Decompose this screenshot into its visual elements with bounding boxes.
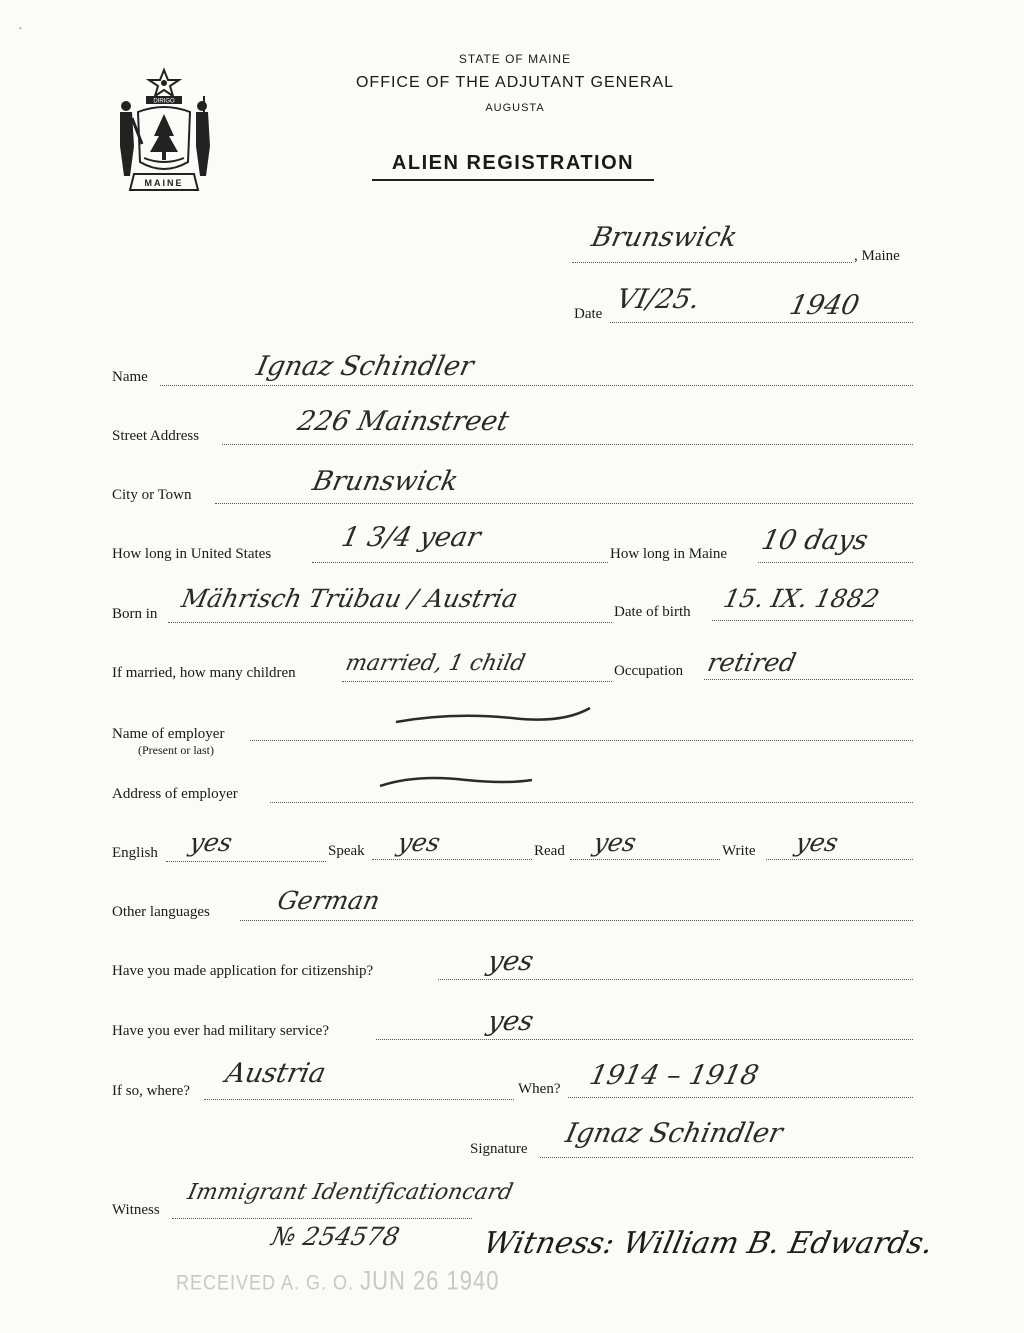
maine-label: , Maine	[854, 248, 900, 264]
state-seal-icon	[112, 66, 216, 194]
header-office: OFFICE OF THE ADJUTANT GENERAL	[355, 74, 675, 91]
read-value: yes	[590, 828, 639, 857]
military-value: yes	[484, 1006, 537, 1037]
witness-extra: Witness: William B. Edwards.	[480, 1226, 937, 1261]
signature-label: Signature	[470, 1141, 528, 1157]
where-label: If so, where?	[112, 1083, 190, 1099]
dob-label: Date of birth	[614, 604, 691, 620]
born-in-value: Mährisch Trübau / Austria	[178, 584, 521, 613]
city-line	[215, 503, 913, 504]
employer-label: Name of employer	[112, 726, 225, 742]
read-label: Read	[534, 843, 565, 859]
name-label: Name	[112, 369, 148, 385]
form-title: ALIEN REGISTRATION	[372, 152, 654, 181]
when-line	[568, 1097, 913, 1098]
children-line	[342, 681, 612, 682]
town-value: Brunswick	[588, 222, 740, 253]
english-label: English	[112, 845, 158, 861]
occupation-line	[704, 679, 913, 680]
citizenship-line	[438, 979, 913, 980]
employer-address-line	[270, 802, 913, 803]
us-duration-label: How long in United States	[112, 546, 272, 562]
stamp-date: JUN 26 1940	[360, 1265, 500, 1296]
name-value: Ignaz Schindler	[253, 351, 477, 382]
write-line	[766, 859, 913, 860]
employer-address-dash	[376, 770, 536, 792]
other-languages-value: German	[274, 886, 383, 915]
svg-text:DIRIGO: DIRIGO	[153, 98, 175, 105]
write-label: Write	[722, 843, 756, 859]
occupation-label: Occupation	[614, 663, 684, 679]
maine-duration-label: How long in Maine	[610, 546, 728, 562]
city-value: Brunswick	[309, 466, 461, 497]
town-line	[572, 262, 852, 263]
date-year: 1940	[786, 290, 863, 321]
employer-dash	[392, 704, 596, 730]
svg-text:MAINE: MAINE	[144, 178, 184, 188]
signature-value: Ignaz Schindler	[562, 1118, 786, 1149]
dob-value: 15. IX. 1882	[720, 584, 882, 613]
speak-label: Speak	[328, 843, 365, 859]
other-languages-label: Other languages	[112, 904, 210, 920]
street-value: 226 Mainstreet	[294, 406, 512, 437]
date-line	[610, 322, 913, 323]
employer-line	[250, 740, 913, 741]
where-line	[204, 1099, 514, 1100]
english-value: yes	[186, 828, 235, 857]
speak-line	[372, 859, 532, 860]
employer-address-label: Address of employer	[112, 786, 238, 802]
dob-line	[712, 620, 913, 621]
stamp-text: RECEIVED A. G. O.	[176, 1270, 355, 1295]
corner-mark: ·	[18, 22, 23, 37]
city-label: City or Town	[112, 487, 192, 503]
where-value: Austria	[222, 1058, 329, 1089]
children-value: married, 1 child	[343, 651, 528, 676]
speak-value: yes	[394, 828, 443, 857]
employer-note: (Present or last)	[138, 743, 214, 757]
citizenship-value: yes	[484, 946, 537, 977]
born-in-label: Born in	[112, 606, 158, 622]
citizenship-label: Have you made application for citizenship?	[112, 963, 374, 979]
header-state: STATE OF MAINE	[458, 52, 572, 66]
military-label: Have you ever had military service?	[112, 1023, 329, 1039]
signature-line	[540, 1157, 913, 1158]
header-city: AUGUSTA	[485, 102, 545, 114]
street-line	[222, 444, 913, 445]
received-stamp	[176, 1265, 499, 1296]
date-month-day: VI/25.	[613, 284, 703, 315]
witness-line	[172, 1218, 472, 1219]
maine-duration-value: 10 days	[758, 525, 871, 556]
born-in-line	[168, 622, 612, 623]
occupation-value: retired	[704, 648, 799, 677]
us-duration-line	[312, 562, 608, 563]
when-label: When?	[518, 1081, 561, 1097]
witness-line-1: Immigrant Identificationcard	[185, 1180, 516, 1205]
military-line	[376, 1039, 913, 1040]
when-value: 1914 – 1918	[586, 1060, 762, 1091]
maine-duration-line	[758, 562, 913, 563]
street-label: Street Address	[112, 428, 200, 444]
write-value: yes	[792, 828, 841, 857]
children-label: If married, how many children	[112, 665, 296, 681]
name-line	[160, 385, 913, 386]
witness-line-2: № 254578	[268, 1222, 403, 1251]
other-languages-line	[240, 920, 913, 921]
read-line	[570, 859, 720, 860]
english-line	[166, 861, 326, 862]
witness-label: Witness	[112, 1202, 160, 1218]
date-label: Date	[574, 306, 603, 322]
us-duration-value: 1 3/4 year	[338, 522, 484, 553]
